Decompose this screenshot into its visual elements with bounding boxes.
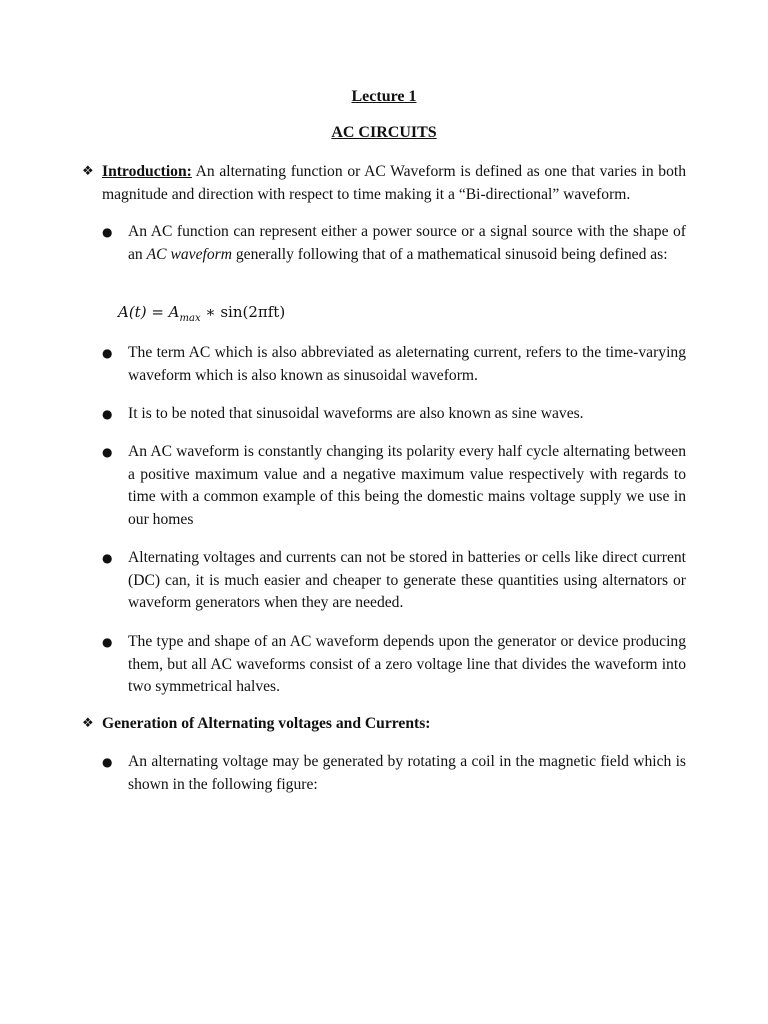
list-item	[102, 342, 686, 387]
list-item-text: An AC waveform is constantly changing its polarity every half cycle alternating between a positive maximum value and a negative maximum value respectively with regards to time with a common example of this being the domestic mains voltage supply we use in our homes	[128, 443, 686, 528]
bullet-dot-icon: ●	[102, 635, 113, 649]
intro-heading: Introduction:	[102, 163, 192, 180]
list-item-text: Alternating voltages and currents can not be stored in batteries or cells like direct current (DC) can, it is much easier and cheaper to generate these quantities using alternators or waveform generators when they are needed.	[128, 549, 686, 611]
formula-lhs: A(t) = A	[118, 303, 180, 321]
bullet-dot-icon: ●	[102, 551, 113, 565]
list-item-text: It is to be noted that sinusoidal waveforms are also known as sine waves.	[128, 405, 584, 422]
formula-subscript: max	[179, 313, 201, 324]
list-item	[102, 441, 686, 531]
bullet-dot-icon: ●	[102, 225, 113, 239]
list-item	[102, 751, 686, 796]
sinusoid-formula	[118, 303, 285, 324]
list-item-text	[128, 221, 686, 266]
generation-heading: Generation of Alternating voltages and Currents:	[102, 715, 431, 732]
list-item	[102, 547, 686, 615]
bullet-dot-icon: ●	[102, 407, 113, 421]
list-item-text-part: An AC function can represent either a power source or a signal source with the shape of an	[128, 223, 686, 263]
list-item	[102, 221, 686, 266]
page-title: AC CIRCUITS	[331, 124, 437, 141]
bullet-dot-icon: ●	[102, 445, 113, 459]
diamond-bullet-icon: ❖	[82, 164, 94, 179]
intro-text: An alternating function or AC Waveform is defined as one that varies in both magnitude and direction with respect to time making it a “Bi-directional” waveform.	[102, 163, 686, 203]
generation-section	[82, 713, 686, 736]
list-item	[102, 631, 686, 699]
lecture-title: Lecture 1	[351, 88, 417, 105]
list-item-text-part: generally following that of a mathematical sinusoid being defined as:	[231, 245, 668, 263]
list-item-italic-term: AC waveform	[146, 245, 232, 263]
bullet-dot-icon: ●	[102, 346, 113, 360]
bullet-dot-icon: ●	[102, 755, 113, 769]
generation-heading-line	[102, 713, 686, 736]
list-item-text: The term AC which is also abbreviated as aleternating current, refers to the time-varying waveform which is also known as sinusoidal waveform.	[128, 344, 686, 384]
list-item-text: An alternating voltage may be generated by rotating a coil in the magnetic field which is shown in the following figure:	[128, 753, 686, 793]
intro-section	[82, 161, 686, 206]
diamond-bullet-icon: ❖	[82, 716, 94, 731]
list-item	[102, 403, 686, 426]
list-item-text: The type and shape of an AC waveform depends upon the generator or device producing them, but all AC waveforms consist of a zero voltage line that divides the waveform into two symmetrical halves.	[128, 633, 686, 695]
formula-rhs: ∗ sin(2πft)	[200, 303, 286, 321]
intro-paragraph	[102, 161, 686, 206]
